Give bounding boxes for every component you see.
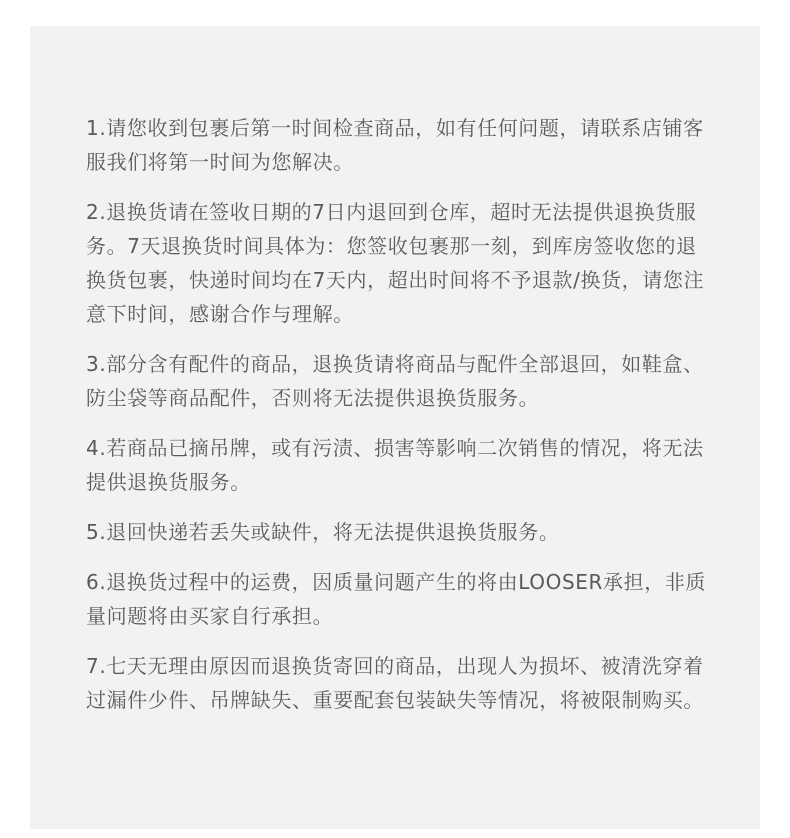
policy-item-1: 1.请您收到包裹后第一时间检查商品，如有任何问题，请联系店铺客服我们将第一时间为您解决。 [86, 116, 704, 174]
policy-item-4: 4.若商品已摘吊牌，或有污渍、损害等影响二次销售的情况，将无法提供退换货服务。 [86, 436, 704, 494]
policy-item-6: 6.退换货过程中的运费，因质量问题产生的将由LOOSER承担，非质量问题将由买家自行承担。 [86, 570, 707, 628]
return-policy-list [86, 111, 708, 733]
policy-item-3: 3.部分含有配件的商品，退换货请将商品与配件全部退回，如鞋盒、防尘袋等商品配件，否则将无法提供退换货服务。 [86, 352, 704, 410]
policy-item-2: 2.退换货请在签收日期的7日内退回到仓库，超时无法提供退换货服务。7天退换货时间具体为：您签收包裹那一刻，到库房签收您的退换货包裹，快递时间均在7天内，超出时间将不予退款/换货，请您注意下时间，感谢合作与理解。 [86, 200, 705, 326]
return-policy-panel [30, 26, 760, 829]
policy-item-5: 5.退回快递若丢失或缺件，将无法提供退换货服务。 [86, 520, 560, 544]
policy-item-7: 7.七天无理由原因而退换货寄回的商品，出现人为损坏、被清洗穿着过漏件少件、吊牌缺失、重要配套包装缺失等情况，将被限制购买。 [86, 654, 704, 712]
